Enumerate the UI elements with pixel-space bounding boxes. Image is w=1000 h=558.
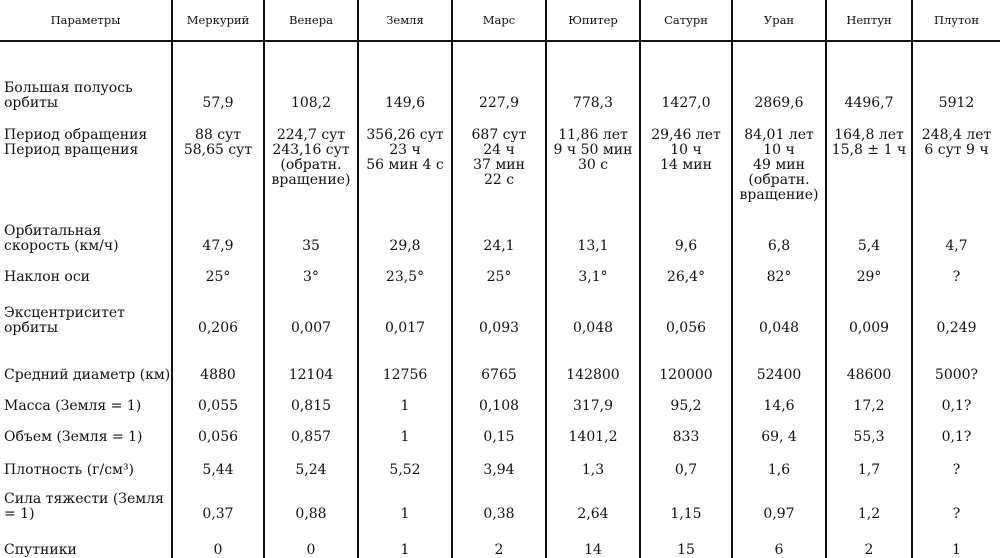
table-row [0, 143, 1000, 214]
table-cell: 6 [732, 522, 826, 558]
table-cell: 52400 [732, 336, 826, 383]
table-cell: 15 [640, 522, 732, 558]
row-label: Период обращения [4, 126, 148, 143]
table-row [0, 522, 1000, 558]
row-label: Масса (Земля = 1) [4, 398, 142, 415]
table-cell: 6,8 [732, 214, 826, 254]
table-cell: 9 ч 50 мин 30 с [546, 143, 640, 214]
table-row [0, 445, 1000, 479]
row-label: Большая полуось орбиты [4, 80, 133, 112]
table-cell: 10 ч 49 мин (обратн. вращение) [732, 143, 826, 214]
table-cell: 13,1 [546, 214, 640, 254]
table-row [0, 478, 1000, 522]
table-cell: 1401,2 [546, 414, 640, 444]
table-cell: 2869,6 [732, 41, 826, 111]
header-cell-saturn: Сатурн [640, 0, 732, 41]
table-cell: 9,6 [640, 214, 732, 254]
table-cell: 2,64 [546, 478, 640, 522]
table-cell: 0,37 [172, 478, 264, 522]
table-cell: 0,017 [358, 285, 452, 335]
table-cell: 4,7 [912, 214, 1000, 254]
table-cell: ? [912, 445, 1000, 479]
table-cell: 11,86 лет [546, 111, 640, 142]
row-label: Наклон оси [4, 269, 91, 286]
table-row [0, 111, 1000, 142]
table-cell: 0,857 [264, 414, 358, 444]
table-cell: 84,01 лет [732, 111, 826, 142]
table-cell: 1,15 [640, 478, 732, 522]
table-cell: 0,093 [452, 285, 546, 335]
table-cell: 25° [172, 254, 264, 285]
table-cell: 4880 [172, 336, 264, 383]
table-cell: 82° [732, 254, 826, 285]
table-cell: 14 [546, 522, 640, 558]
table-cell: 120000 [640, 336, 732, 383]
table-cell: 1,6 [732, 445, 826, 479]
table-cell: 0,009 [826, 285, 912, 335]
table-row [0, 383, 1000, 414]
table-cell: ? [912, 254, 1000, 285]
table-cell: 15,8 ± 1 ч [826, 143, 912, 214]
header-cell-venus: Венера [264, 0, 358, 41]
table-cell: 48600 [826, 336, 912, 383]
table-cell: 0,249 [912, 285, 1000, 335]
table-cell: 5,4 [826, 214, 912, 254]
table-cell: 1 [358, 522, 452, 558]
table-cell: 0 [264, 522, 358, 558]
table-cell: 1,3 [546, 445, 640, 479]
table-cell: 12104 [264, 336, 358, 383]
table-cell: 149,6 [358, 41, 452, 111]
table-cell: 88 сут [172, 111, 264, 142]
table-cell: 224,7 сут [264, 111, 358, 142]
header-cell-parameters: Параметры [0, 0, 172, 41]
table-cell: 5,24 [264, 445, 358, 479]
table-cell: 47,9 [172, 214, 264, 254]
table-cell: 778,3 [546, 41, 640, 111]
table-cell: 6765 [452, 336, 546, 383]
table-cell: 0,815 [264, 383, 358, 414]
table-cell: 227,9 [452, 41, 546, 111]
table-cell: 0,38 [452, 478, 546, 522]
table-cell: 23 ч 56 мин 4 с [358, 143, 452, 214]
table-cell: 95,2 [640, 383, 732, 414]
table-cell: 2 [826, 522, 912, 558]
table-cell: 26,4° [640, 254, 732, 285]
table-cell: 5,52 [358, 445, 452, 479]
table-cell: ? [912, 478, 1000, 522]
table-cell: 248,4 лет [912, 111, 1000, 142]
table-cell: 0,048 [732, 285, 826, 335]
table-cell: 356,26 сут [358, 111, 452, 142]
header-cell-neptune: Нептун [826, 0, 912, 41]
table-cell: 57,9 [172, 41, 264, 111]
table-cell: 29° [826, 254, 912, 285]
table-cell: 35 [264, 214, 358, 254]
table-cell: 164,8 лет [826, 111, 912, 142]
table-row [0, 414, 1000, 444]
table-cell: 25° [452, 254, 546, 285]
table-cell: 833 [640, 414, 732, 444]
row-label: Период вращения [4, 142, 139, 158]
table-cell: 0,056 [172, 414, 264, 444]
table-cell: 0,048 [546, 285, 640, 335]
table-cell: 24 ч 37 мин 22 с [452, 143, 546, 214]
table-cell: 23,5° [358, 254, 452, 285]
row-label: Плотность (г/см³) [4, 462, 135, 479]
table-row [0, 41, 1000, 111]
row-label: Спутники [4, 542, 77, 558]
table-cell: 69, 4 [732, 414, 826, 444]
header-cell-mercury: Меркурий [172, 0, 264, 41]
table-cell: 29,8 [358, 214, 452, 254]
table-cell: 317,9 [546, 383, 640, 414]
row-label: Орбитальная скорость (км/ч) [4, 222, 119, 254]
row-label: Средний диаметр (км) [4, 366, 171, 383]
table-cell: 0,055 [172, 383, 264, 414]
header-cell-uranus: Уран [732, 0, 826, 41]
table-cell: 0,206 [172, 285, 264, 335]
table-cell: 0,88 [264, 478, 358, 522]
row-label: Объем (Земля = 1) [4, 428, 143, 445]
header-cell-pluto: Плутон [912, 0, 1000, 41]
header-cell-earth: Земля [358, 0, 452, 41]
table-cell: 0,97 [732, 478, 826, 522]
header-cell-jupiter: Юпитер [546, 0, 640, 41]
table-cell: 3° [264, 254, 358, 285]
table-cell: 0,15 [452, 414, 546, 444]
table-cell: 0 [172, 522, 264, 558]
table-cell: 5,44 [172, 445, 264, 479]
table-cell: 5000? [912, 336, 1000, 383]
table-cell: 243,16 сут (обратн. вращение) [264, 143, 358, 214]
table-cell: 108,2 [264, 41, 358, 111]
table-cell: 0,108 [452, 383, 546, 414]
table-row [0, 336, 1000, 383]
table-cell: 12756 [358, 336, 452, 383]
table-cell: 14,6 [732, 383, 826, 414]
table-cell: 1,2 [826, 478, 912, 522]
table-cell: 142800 [546, 336, 640, 383]
table-row [0, 285, 1000, 335]
table-cell: 1 [358, 478, 452, 522]
table-cell: 58,65 сут [172, 143, 264, 214]
table-cell: 4496,7 [826, 41, 912, 111]
table-cell: 29,46 лет [640, 111, 732, 142]
table-row [0, 254, 1000, 285]
table-cell: 1 [358, 383, 452, 414]
table-cell: 0,056 [640, 285, 732, 335]
table-cell: 6 сут 9 ч [912, 143, 1000, 214]
table-cell: 1 [358, 414, 452, 444]
table-cell: 0,1? [912, 414, 1000, 444]
table-cell: 17,2 [826, 383, 912, 414]
header-row [0, 0, 1000, 41]
row-label: Сила тяжести (Земля = 1) [4, 491, 164, 523]
table-cell: 1 [912, 522, 1000, 558]
table-cell: 687 сут [452, 111, 546, 142]
table-cell: 3,94 [452, 445, 546, 479]
table-cell: 0,1? [912, 383, 1000, 414]
table-cell: 1,7 [826, 445, 912, 479]
table-cell: 10 ч 14 мин [640, 143, 732, 214]
table-cell: 55,3 [826, 414, 912, 444]
header-cell-mars: Марс [452, 0, 546, 41]
table-cell: 3,1° [546, 254, 640, 285]
table-cell: 5912 [912, 41, 1000, 111]
table-cell: 1427,0 [640, 41, 732, 111]
row-label: Эксцентриситет орбиты [4, 304, 125, 336]
table-row [0, 214, 1000, 254]
table-cell: 0,7 [640, 445, 732, 479]
table-cell: 2 [452, 522, 546, 558]
table-cell: 0,007 [264, 285, 358, 335]
table-cell: 24,1 [452, 214, 546, 254]
